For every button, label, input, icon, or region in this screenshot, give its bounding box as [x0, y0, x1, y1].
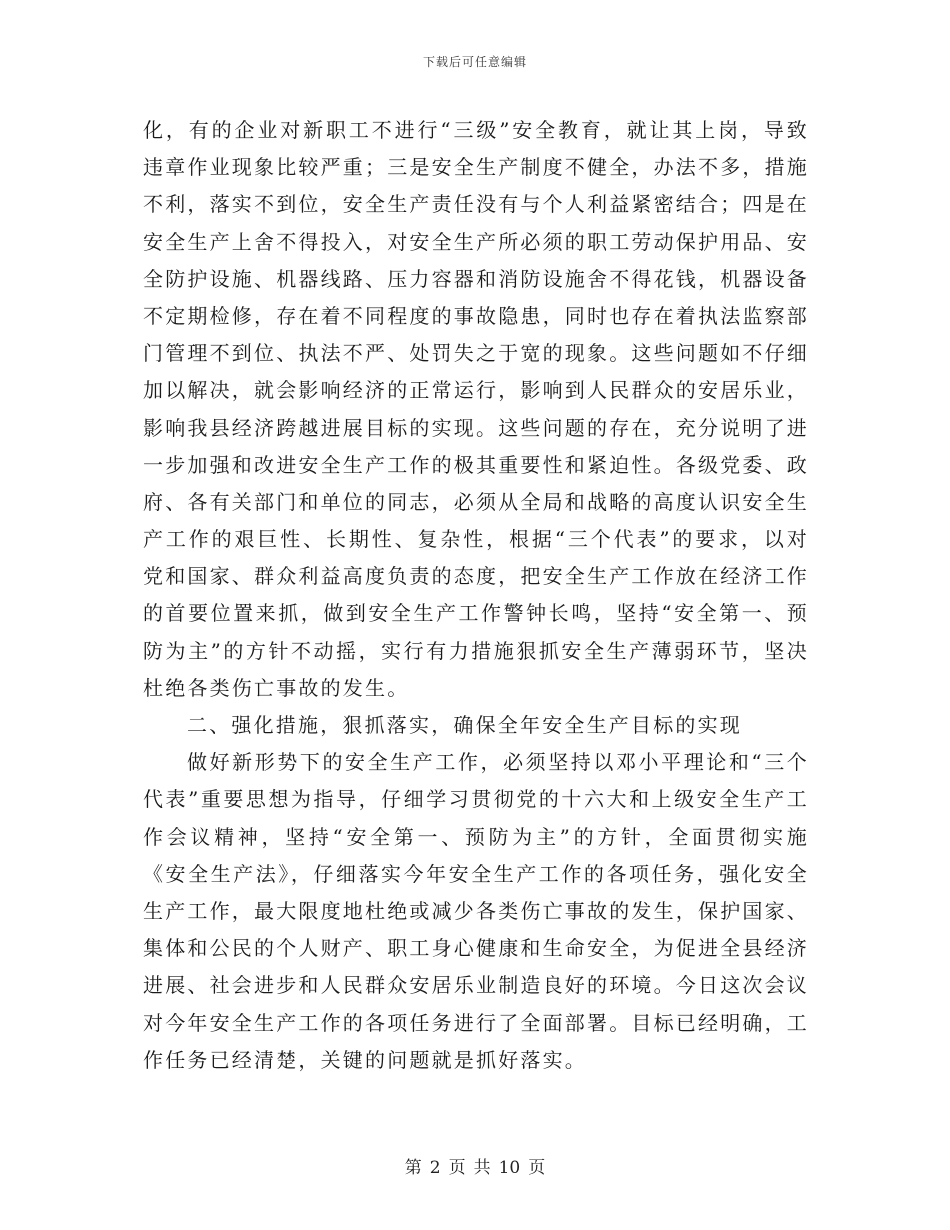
body-text — [143, 112, 809, 1079]
body-line: 化，有的企业对新职工不进行“三级”安全教育，就让其上岗，导致 — [143, 118, 809, 142]
body-line: 产工作的艰巨性、长期性、复杂性，根据“三个代表”的要求，以对 — [143, 527, 809, 552]
body-line: 府、各有关部门和单位的同志，必须从全局和战略的高度认识安全生 — [143, 489, 809, 514]
body-line: 作会议精神，坚持“安全第一、预防为主”的方针，全面贯彻实施 — [143, 824, 809, 849]
page-number: 2 — [429, 1158, 441, 1178]
body-line: 进展、社会进步和人民群众安居乐业制造良好的环境。今日这次会议 — [143, 973, 809, 998]
body-line: 安全生产上舍不得投入，对安全生产所必须的职工劳动保护用品、安 — [143, 229, 809, 254]
total-unit: 页 — [528, 1158, 546, 1178]
body-line: 不定期检修，存在着不同程度的事故隐患，同时也存在着执法监察部 — [143, 303, 809, 328]
body-line: 集体和公民的个人财产、职工身心健康和生命安全，为促进全县经济 — [143, 936, 809, 961]
section-heading: 二、强化措施，狠抓落实，确保全年安全生产目标的实现 — [187, 713, 742, 737]
body-line: 代表”重要思想为指导，仔细学习贯彻党的十六大和上级安全生产工 — [143, 787, 809, 812]
body-line: 违章作业现象比较严重；三是安全生产制度不健全，办法不多，措施 — [143, 155, 809, 180]
page-unit: 页 — [448, 1158, 466, 1178]
body-line: 门管理不到位、执法不严、处罚失之于宽的现象。这些问题如不仔细 — [143, 341, 809, 366]
body-line: 作任务已经清楚，关键的问题就是抓好落实。 — [143, 1047, 587, 1072]
body-line: 的首要位置来抓，做到安全生产工作警钟长鸣，坚持“安全第一、预 — [143, 601, 809, 626]
body-line: 杜绝各类伤亡事故的发生。 — [143, 675, 410, 700]
body-line: 加以解决，就会影响经济的正常运行，影响到人民群众的安居乐业， — [143, 378, 809, 403]
total-pages: 10 — [498, 1158, 521, 1178]
body-line: 做好新形势下的安全生产工作，必须坚持以邓小平理论和“三个 — [187, 750, 809, 775]
page-footer — [0, 1153, 950, 1178]
body-line: 生产工作，最大限度地杜绝或减少各类伤亡事故的发生，保护国家、 — [143, 898, 809, 923]
body-line: 对今年安全生产工作的各项任务进行了全面部署。目标已经明确，工 — [143, 1010, 809, 1035]
page-header: 下载后可任意编辑 — [422, 55, 527, 69]
body-line: 《安全生产法》，仔细落实今年安全生产工作的各项任务，强化安全 — [143, 861, 809, 886]
total-word: 共 — [473, 1158, 491, 1178]
body-line: 全防护设施、机器线路、压力容器和消防设施舍不得花钱，机器设备 — [143, 266, 809, 291]
body-line: 党和国家、群众利益高度负责的态度，把安全生产工作放在经济工作 — [143, 564, 809, 589]
page-word: 第 — [404, 1158, 422, 1178]
body-line: 影响我县经济跨越进展目标的实现。这些问题的存在，充分说明了进 — [143, 415, 809, 440]
body-line: 不利，落实不到位，安全生产责任没有与个人利益紧密结合；四是在 — [143, 192, 809, 217]
body-line: 一步加强和改进安全生产工作的极其重要性和紧迫性。各级党委、政 — [143, 452, 809, 477]
body-line: 防为主”的方针不动摇，实行有力措施狠抓安全生产薄弱环节，坚决 — [143, 638, 809, 663]
